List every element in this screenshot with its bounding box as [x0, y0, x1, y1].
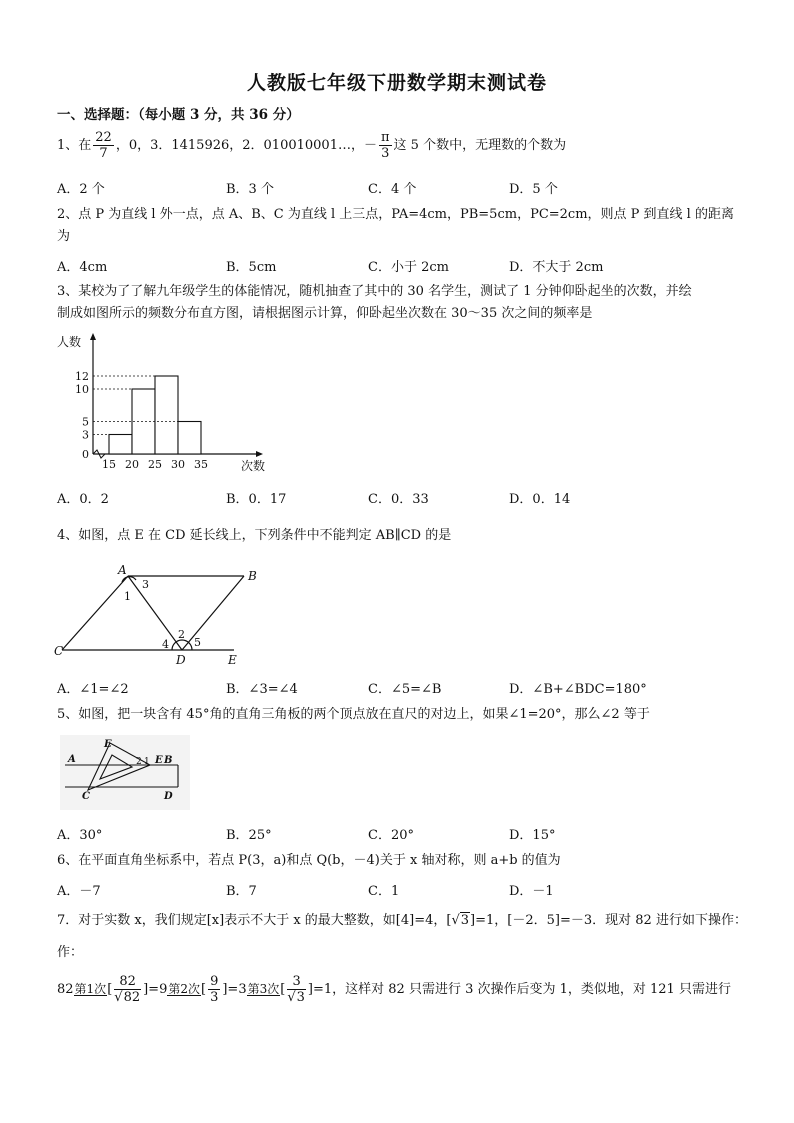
- angle-label-2: 2: [178, 628, 185, 641]
- label-a: A: [118, 563, 127, 577]
- q7-text-a: 7．对于实数 x，我们规定[x]表示不大于 x 的最大整数，如[4]=4，[: [57, 913, 452, 928]
- q3-option-b[interactable]: B．0．17: [226, 492, 287, 507]
- q6-option-c[interactable]: C．1: [368, 884, 400, 899]
- label-e-top: E: [104, 739, 112, 750]
- q4-option-a[interactable]: A．∠1=∠2: [57, 682, 129, 697]
- q3-option-c[interactable]: C．0．33: [368, 492, 429, 507]
- label-c: C: [54, 644, 64, 658]
- label-a: A: [68, 754, 76, 765]
- y-tick-label: 0: [82, 448, 89, 461]
- y-axis-label: 人数: [57, 335, 82, 349]
- q1-prefix: 1、在: [57, 138, 92, 153]
- frac-den-rad: 3: [296, 990, 305, 1005]
- histogram-chart: [55, 330, 285, 478]
- line-ad: [128, 576, 182, 650]
- q5-ruler-triangle-figure: [60, 735, 190, 810]
- section-heading: 一、选择题：（每小题 3 分，共 36 分）: [57, 107, 300, 123]
- q1-fraction-22-7: [93, 130, 114, 161]
- angle-label-4: 4: [162, 638, 169, 651]
- q1-fraction-pi-3: [379, 130, 392, 161]
- frac-den: 3: [210, 990, 219, 1005]
- q3-option-d[interactable]: D．0．14: [509, 492, 571, 507]
- q1-option-c[interactable]: C．4 个: [368, 182, 417, 197]
- label-e-right: E: [155, 755, 163, 766]
- q1-mid: ，0，3．1415926，2．010010001…，－: [115, 138, 377, 153]
- q7-step1-arrow: [74, 983, 108, 996]
- y-tick-label: 3: [82, 428, 89, 442]
- frac-den: 7: [99, 146, 108, 161]
- angle-label-1: 1: [124, 590, 131, 603]
- q2-line1: 2、点 P 为直线 l 外一点，点 A、B、C 为直线 l 上三点，PA=4cm，PB=5cm，PC=2cm，则点 P 到直线 l 的距离: [57, 207, 734, 222]
- frac-den: √82: [114, 990, 141, 1005]
- q1-option-a[interactable]: A．2 个: [57, 182, 105, 197]
- step-label: 第2次: [168, 982, 200, 996]
- frac-num: 3: [287, 974, 306, 990]
- q6-text: 6、在平面直角坐标系中，若点 P(3，a)和点 Q(b，－4)关于 x 轴对称，则 a+b 的值为: [57, 853, 561, 868]
- q1-suffix: 这 5 个数中，无理数的个数为: [393, 138, 567, 153]
- q7-line2: 作：: [57, 945, 84, 960]
- q5-option-c[interactable]: C．20°: [368, 828, 414, 843]
- y-tick-label: 5: [82, 415, 89, 429]
- line-bd: [182, 576, 244, 650]
- q3-option-a[interactable]: A．0．2: [57, 492, 109, 507]
- q7-line1: 7．对于实数 x，我们规定[x]表示不大于 x 的最大整数，如[4]=4，[√3]=1，[－2．5]=－3．现对 82 进行如下操作：: [57, 913, 747, 928]
- frac-den: √3: [287, 990, 305, 1005]
- histogram-bar: [155, 376, 178, 454]
- q2-line2: 为: [57, 229, 71, 244]
- label-c: C: [82, 791, 90, 802]
- label-d: D: [176, 653, 186, 667]
- q7-eq3: ]=3: [222, 982, 247, 997]
- q6-option-a[interactable]: A．－7: [57, 884, 101, 899]
- q2-option-b[interactable]: B．5cm: [226, 260, 277, 275]
- page-title: 人教版七年级下册数学期末测试卷: [246, 72, 547, 94]
- frac-num: 22: [95, 130, 112, 145]
- label-e: E: [228, 653, 237, 667]
- y-axis-arrow: [90, 333, 96, 340]
- q2-option-a[interactable]: A．4cm: [57, 260, 108, 275]
- histogram-bar: [178, 422, 201, 455]
- q6-option-d[interactable]: D．－1: [509, 884, 554, 899]
- q3-line1: 3、某校为了了解九年级学生的体能情况，随机抽查了其中的 30 名学生，测试了 1 分钟仰卧起坐的次数，并绘: [57, 284, 692, 299]
- angle-label-1: 1: [144, 757, 150, 767]
- histogram-bar: [109, 435, 132, 455]
- step-label: 第1次: [74, 982, 107, 996]
- q5-option-d[interactable]: D．15°: [509, 828, 556, 843]
- angle-label-2: 2: [136, 757, 142, 767]
- line-ca: [62, 576, 128, 650]
- q1-option-d[interactable]: D．5 个: [509, 182, 558, 197]
- histogram-bar: [132, 389, 155, 454]
- q7-radicand: 3: [460, 913, 470, 928]
- q7-frac3: [287, 974, 306, 1005]
- x-tick-label: 15: [102, 458, 116, 471]
- q5-text: 5、如图，把一块含有 45°角的直角三角板的两个顶点放在直尺的对边上，如果∠1=20°，那么∠2 等于: [57, 707, 650, 722]
- question-1: [57, 130, 566, 161]
- q4-option-d[interactable]: D．∠B+∠BDC=180°: [509, 682, 647, 697]
- q7-start: 82: [57, 982, 74, 997]
- q7-step2-arrow: [167, 983, 201, 996]
- q7-line3: 82 第1次 [ $\frac{82}{√82}$ ]=9 第2次 [ $\frac{9}{3}$ ]=3 第3次 [ $\frac{3}{√3}$ ]=1，这样对 82 只需进行 3 次操作后变为 1，类似地，对 121 只需进行: [57, 974, 731, 1005]
- q7-text-b: ]=1，[－2．5]=－3．现对 82 进行如下操作：: [470, 913, 747, 928]
- q7-step3-arrow: [247, 983, 281, 996]
- q4-option-b[interactable]: B．∠3=∠4: [226, 682, 298, 697]
- frac-den-rad: 82: [123, 990, 141, 1005]
- x-axis-arrow: [256, 451, 263, 457]
- q7-eq9: ]=9: [143, 982, 168, 997]
- q3-line2: 制成如图所示的频数分布直方图，请根据图示计算，仰卧起坐次数在 30～35 次之间的频率是: [57, 306, 593, 321]
- q4-parallelogram-figure: [52, 560, 262, 670]
- q5-option-b[interactable]: B．25°: [226, 828, 272, 843]
- x-tick-label: 30: [171, 458, 185, 471]
- q5-option-a[interactable]: A．30°: [57, 828, 103, 843]
- x-tick-label: 35: [194, 458, 208, 471]
- q7-frac2: [208, 974, 220, 1005]
- x-axis-label: 次数: [241, 459, 266, 473]
- x-tick-label: 25: [148, 458, 162, 471]
- angle-label-5: 5: [194, 636, 201, 649]
- frac-den: 3: [381, 146, 390, 161]
- frac-num: 9: [210, 974, 219, 989]
- frac-num: π: [380, 130, 390, 145]
- q2-option-c[interactable]: C．小于 2cm: [368, 260, 449, 275]
- angle-label-3: 3: [142, 578, 149, 591]
- label-b: B: [248, 569, 257, 583]
- q1-option-b[interactable]: B．3 个: [226, 182, 274, 197]
- label-b: B: [164, 755, 173, 766]
- y-tick-label: 12: [75, 370, 89, 383]
- q2-option-d[interactable]: D．不大于 2cm: [509, 260, 604, 275]
- q6-option-b[interactable]: B．7: [226, 884, 257, 899]
- q7-frac1: [114, 974, 141, 1005]
- y-tick-label: 10: [75, 383, 89, 396]
- step-label: 第3次: [247, 982, 280, 996]
- label-d: D: [164, 791, 173, 802]
- frac-num: 82: [114, 974, 141, 990]
- q7-tail: ]=1，这样对 82 只需进行 3 次操作后变为 1，类似地，对 121 只需进行: [307, 982, 731, 997]
- q4-option-c[interactable]: C．∠5=∠B: [368, 682, 442, 697]
- q4-text: 4、如图，点 E 在 CD 延长线上，下列条件中不能判定 AB∥CD 的是: [57, 528, 452, 543]
- x-tick-label: 20: [125, 458, 139, 471]
